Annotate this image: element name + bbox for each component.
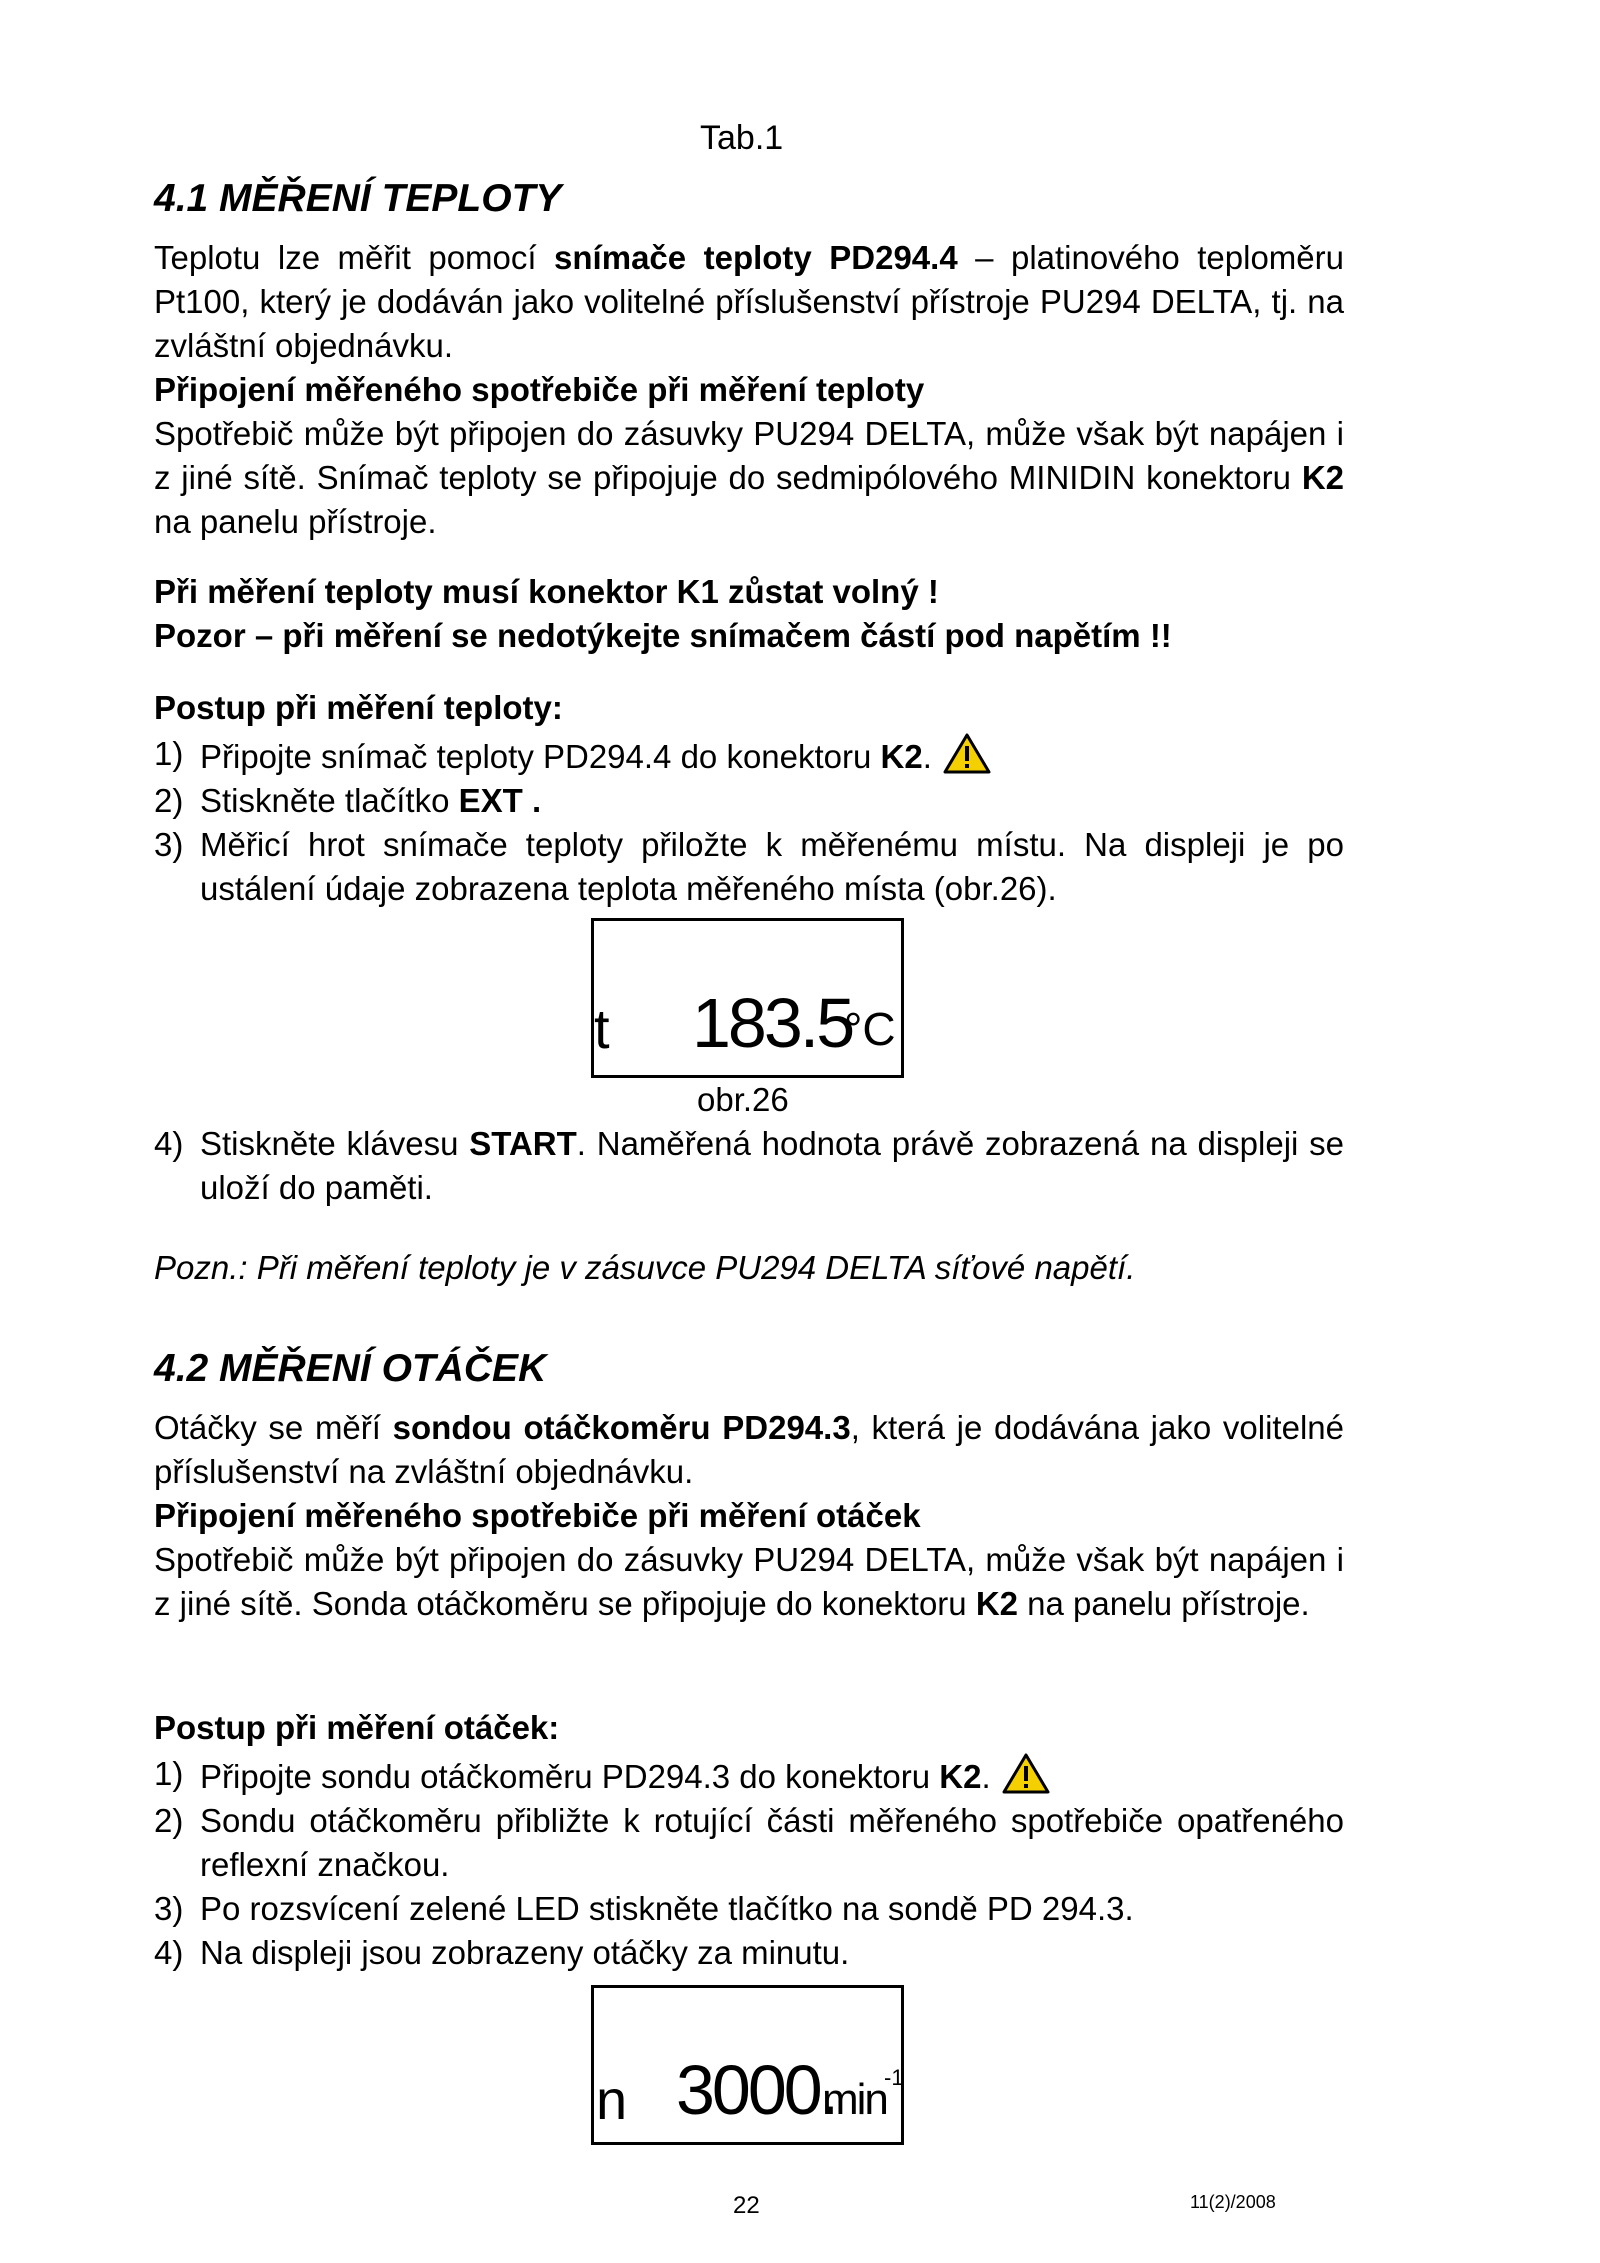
warning-icon <box>942 732 992 776</box>
display-unit-exponent: -1 <box>884 2065 904 2090</box>
section-heading-temperature: 4.1 MĚŘENÍ TEPLOTY <box>154 177 562 220</box>
list-item: 4) Stiskněte klávesu START. Naměřená hodnota právě zobrazená na displeji se uloží do paměti. <box>154 1125 1345 1206</box>
section1-steps-b <box>154 1122 1344 1210</box>
page-number: 22 <box>733 2192 760 2219</box>
list-item: 1) Připojte sondu otáčkoměru PD294.3 do konektoru K2. <box>154 1752 1344 1799</box>
lcd-display-temperature <box>591 918 904 1078</box>
revision-date: 11(2)/2008 <box>1190 2192 1276 2212</box>
warning-k1: Při měření teploty musí konektor K1 zůstat volný ! <box>154 573 939 610</box>
list-item: 2) Stiskněte tlačítko EXT . <box>154 782 542 819</box>
display-value: 183.5 <box>692 984 853 1062</box>
section1-steps-a <box>154 732 1344 911</box>
section1-intro: Teplotu lze měřit pomocí snímače teploty PD294.4 – platinového teploměru Pt100, který je dodáván jako volitelné příslušenství přístroje PU294 DELTA, tj. na zvláštní objednávku. <box>154 239 1344 364</box>
list-item: 2) Sondu otáčkoměru přibližte k rotující části měřeného spotřebiče opatřeného reflexní značkou. <box>154 1802 1344 1883</box>
display-label: n <box>596 2068 628 2131</box>
warning-icon <box>1001 1752 1051 1796</box>
list-item: 1) Připojte snímač teploty PD294.4 do konektoru K2. <box>154 732 1344 779</box>
warning-voltage: Pozor – při měření se nedotýkejte snímačem částí pod napětím !! <box>154 617 1172 654</box>
lcd-display-rpm <box>591 1985 904 2145</box>
section2-subheading: Připojení měřeného spotřebiče při měření otáček <box>154 1497 921 1534</box>
list-item: 4) Na displeji jsou zobrazeny otáčky za minutu. <box>154 1934 850 1971</box>
section2-connection-text: Spotřebič může být připojen do zásuvky PU294 DELTA, může však být napájen i z jiné sítě. Sonda otáčkoměru se připojuje do konektoru K2 na panelu přístroje. <box>154 1541 1344 1622</box>
table-label: Tab.1 <box>700 119 784 157</box>
section1-procedure-title: Postup při měření teploty: <box>154 689 563 726</box>
display-label: t <box>594 997 610 1060</box>
figure-caption: obr.26 <box>697 1081 789 1118</box>
list-item: 3) Měřicí hrot snímače teploty přiložte k měřenému místu. Na displeji je po ustálení údaje zobrazena teplota měřeného místa (obr.26). <box>154 826 1344 907</box>
section1-subheading: Připojení měřeného spotřebiče při měření teploty <box>154 371 925 408</box>
section2-intro: Otáčky se měří sondou otáčkoměru PD294.3, která je dodávána jako volitelné příslušenství na zvláštní objednávku. <box>154 1409 1344 1490</box>
section-heading-rpm: 4.2 MĚŘENÍ OTÁČEK <box>154 1347 547 1390</box>
section1-note: Pozn.: Při měření teploty je v zásuvce PU294 DELTA síťové napětí. <box>154 1249 1136 1286</box>
section2-procedure-title: Postup při měření otáček: <box>154 1709 560 1746</box>
display-value: 3000. <box>676 2051 837 2129</box>
list-item: 3) Po rozsvícení zelené LED stiskněte tlačítko na sondě PD 294.3. <box>154 1890 1134 1927</box>
display-unit: °C <box>844 1003 896 1055</box>
display-unit: min <box>822 2075 887 2124</box>
section2-steps <box>154 1752 1344 1975</box>
section1-connection-text: Spotřebič může být připojen do zásuvky PU294 DELTA, může však být napájen i z jiné sítě. Snímač teploty se připojuje do sedmipólového MINIDIN konektoru K2 na panelu přístroje. <box>154 415 1344 540</box>
